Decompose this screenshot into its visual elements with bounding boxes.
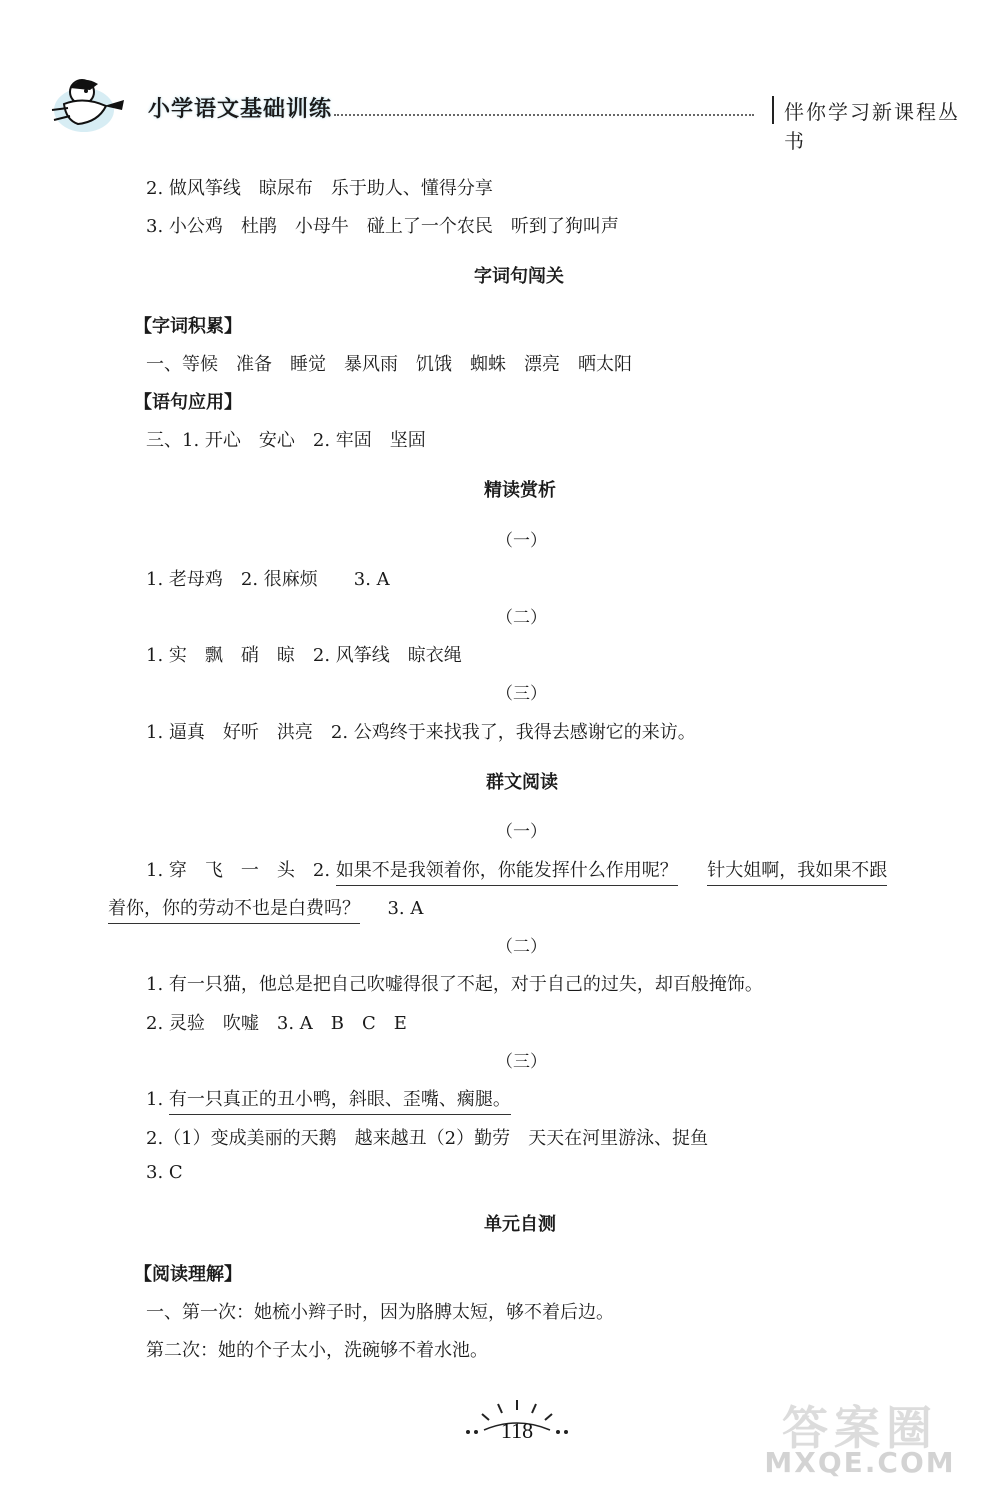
series-title: 伴你学习新课程丛书	[784, 100, 960, 153]
answer-line: 1. 老母鸡 2. 很麻烦 3. A	[146, 569, 390, 590]
answer-line: 一、等候 准备 睡觉 暴风雨 饥饿 蜘蛛 漂亮 晒太阳	[146, 354, 632, 375]
section-title: 字词句闯关	[474, 266, 564, 287]
part-marker: （一）	[496, 531, 547, 551]
subsection-label: 【语句应用】	[134, 392, 242, 413]
student-mascot-logo	[44, 70, 154, 140]
answer-line	[108, 894, 423, 920]
book-title: 小学语文基础训练	[148, 97, 333, 122]
answer-line	[146, 1085, 511, 1111]
answer-line: 1. 逼真 好听 洪亮 2. 公鸡终于来找我了，我得去感谢它的来访。	[146, 722, 696, 743]
underlined-answer: 有一只真正的丑小鸭，斜眼、歪嘴、瘸腿。	[169, 1089, 511, 1115]
answer-line: 3. 小公鸡 杜鹃 小母牛 碰上了一个农民 听到了狗叫声	[146, 216, 619, 237]
answer-line: 3. C	[146, 1162, 183, 1183]
answer-text: 1. 穿 飞 一 头 2.	[146, 860, 331, 881]
answer-line	[146, 856, 887, 882]
page-number: 118	[500, 1418, 534, 1443]
answer-line: 2.（1）变成美丽的天鹅 越来越丑（2）勤劳 天天在河里游泳、捉鱼	[146, 1128, 709, 1149]
subsection-label: 【阅读理解】	[134, 1264, 242, 1285]
answer-line: 一、第一次：她梳小辫子时，因为胳膊太短，够不着后边。	[146, 1302, 614, 1323]
answer-line: 1. 实 飘 硝 晾 2. 风筝线 晾衣绳	[146, 645, 462, 666]
underlined-answer: 针大姐啊，我如果不跟	[707, 860, 887, 886]
header-divider	[772, 96, 774, 124]
subsection-label: 【字词积累】	[134, 316, 242, 337]
section-title: 群文阅读	[486, 772, 558, 793]
section-title: 精读赏析	[484, 480, 556, 501]
answer-line: 三、1. 开心 安心 2. 牢固 坚固	[146, 430, 426, 451]
underlined-answer: 着你，你的劳动不也是白费吗？	[108, 898, 360, 924]
watermark-logo-text: 答案圈	[782, 1401, 938, 1455]
watermark-url: MXQE.COM	[764, 1446, 956, 1479]
section-title: 单元自测	[484, 1214, 556, 1235]
page-number-badge	[462, 1396, 572, 1456]
answer-text: 3. A	[387, 898, 424, 919]
answer-line: 2. 灵验 吹嘘 3. A B C E	[146, 1013, 407, 1034]
part-marker: （三）	[496, 684, 547, 704]
header-dotted-rule	[334, 114, 754, 116]
answer-line: 第二次：她的个子太小，洗碗够不着水池。	[146, 1340, 488, 1361]
answer-text: 1.	[146, 1089, 164, 1110]
part-marker: （一）	[496, 822, 547, 842]
answer-line: 1. 有一只猫，他总是把自己吹嘘得很了不起，对于自己的过失，却百般掩饰。	[146, 974, 763, 995]
answer-line: 2. 做风筝线 晾尿布 乐于助人、懂得分享	[146, 178, 493, 199]
underlined-answer: 如果不是我领着你，你能发挥什么作用呢？	[336, 860, 678, 886]
part-marker: （二）	[496, 608, 547, 628]
part-marker: （二）	[496, 937, 547, 957]
part-marker: （三）	[496, 1052, 547, 1072]
watermark	[740, 1392, 980, 1484]
page-header	[40, 70, 960, 153]
